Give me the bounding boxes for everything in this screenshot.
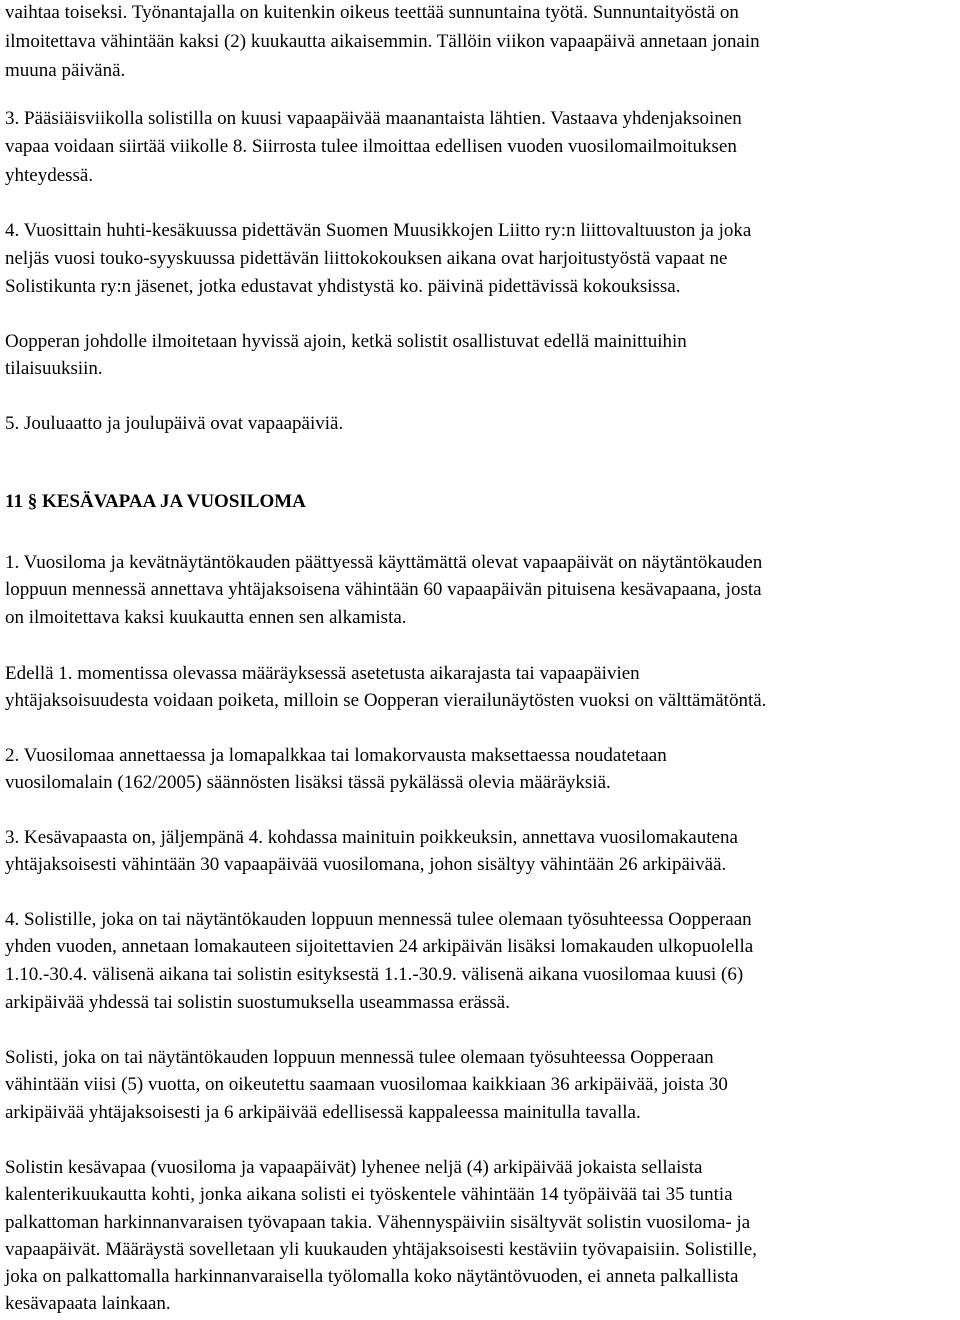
text-line: 3. Kesävapaasta on, jäljempänä 4. kohdassa mainituin poikkeuksin, annettava vuosilomakautena [5, 827, 738, 848]
text-line: vapaa voidaan siirtää viikolle 8. Siirrosta tulee ilmoittaa edellisen vuoden vuosilomailmoituksen [5, 136, 737, 157]
text-line: vuosilomalain (162/2005) säännösten lisäksi tässä pykälässä olevia määräyksiä. [5, 772, 611, 793]
text-line: on ilmoitettava kaksi kuukautta ennen sen alkamista. [5, 607, 407, 628]
text-line: arkipäivää yhdessä tai solistin suostumuksella useammassa erässä. [5, 992, 510, 1013]
section-title: 11 § KESÄVAPAA JA VUOSILOMA [5, 491, 306, 512]
text-line: kesävapaata lainkaan. [5, 1293, 171, 1314]
text-line: neljäs vuosi touko-syyskuussa pidettävän liittokokouksen aikana ovat harjoitustyöstä vapaat ne [5, 248, 728, 269]
text-line: 1.10.-30.4. välisenä aikana tai solistin esityksestä 1.1.-30.9. välisenä aikana vuosilomaa kuusi (6) [5, 964, 744, 985]
text-line: palkattoman harkinnanvaraisen työvapaan takia. Vähennyspäiviin sisältyvät solistin vuosiloma- ja [5, 1212, 751, 1233]
text-line: Solisti, joka on tai näytäntökauden loppuun mennessä tulee olemaan työsuhteessa Oopperaan [5, 1047, 714, 1068]
text-line: yhtäjaksoisesti vähintään 30 vapaapäivää vuosilomana, johon sisältyy vähintään 26 arkipäivää. [5, 854, 727, 875]
text-line: ilmoitettava vähintään kaksi (2) kuukautta aikaisemmin. Tällöin viikon vapaapäivä annetaan jonain [5, 31, 760, 52]
text-line: kalenterikuukautta kohti, jonka aikana solisti ei työskentele vähintään 14 työpäivää tai 35 tuntia [5, 1184, 733, 1205]
text-line: 3. Pääsiäisviikolla solistilla on kuusi vapaapäivää maanantaista lähtien. Vastaava yhdenjaksoinen [5, 108, 742, 129]
text-line: yhtäjaksoisuudesta voidaan poiketa, milloin se Oopperan vierailunäytösten vuoksi on välttämätöntä. [5, 690, 767, 711]
text-line: 1. Vuosiloma ja kevätnäytäntökauden päättyessä käyttämättä olevat vapaapäivät on näytäntökauden [5, 552, 763, 573]
text-line: joka on palkattomalla harkinnanvaraisella työlomalla koko näytäntövuoden, ei anneta palkallista [5, 1266, 739, 1287]
text-line: 2. Vuosilomaa annettaessa ja lomapalkkaa tai lomakorvausta maksettaessa noudatetaan [5, 745, 667, 766]
text-line: vähintään viisi (5) vuotta, on oikeutettu saamaan vuosilomaa kaikkiaan 36 arkipäivää, joista 30 [5, 1074, 728, 1095]
text-line: tilaisuuksiin. [5, 358, 103, 379]
text-line: Edellä 1. momentissa olevassa määräyksessä asetetusta aikarajasta tai vapaapäivien [5, 663, 640, 684]
text-line: vaihtaa toiseksi. Työnantajalla on kuitenkin oikeus teettää sunnuntaina työtä. Sunnuntaityöstä on [5, 2, 739, 23]
text-line: yhteydessä. [5, 165, 94, 186]
text-line: Solistin kesävapaa (vuosiloma ja vapaapäivät) lyhenee neljä (4) arkipäivää jokaista sellaista [5, 1157, 703, 1178]
text-line: 4. Solistille, joka on tai näytäntökauden loppuun mennessä tulee olemaan työsuhteessa Oopperaan [5, 909, 752, 930]
text-line: Solistikunta ry:n jäsenet, jotka edustavat yhdistystä ko. päivinä pidettävissä kokouksissa. [5, 276, 681, 297]
text-line: 5. Jouluaatto ja joulupäivä ovat vapaapäiviä. [5, 413, 344, 434]
text-line: muuna päivänä. [5, 60, 126, 81]
text-line: yhden vuoden, annetaan lomakauteen sijoitettavien 24 arkipäivän lisäksi lomakauden ulkopuolella [5, 936, 754, 957]
text-line: 4. Vuosittain huhti-kesäkuussa pidettävän Suomen Muusikkojen Liitto ry:n liittovaltuuston ja joka [5, 220, 752, 241]
text-line: vapaapäivät. Määräystä sovelletaan yli kuukauden yhtäjaksoisesti kestäviin työvapaisiin. Solistille, [5, 1239, 757, 1260]
text-line: Oopperan johdolle ilmoitetaan hyvissä ajoin, ketkä solistit osallistuvat edellä mainittuihin [5, 331, 687, 352]
text-line: arkipäivää yhtäjaksoisesti ja 6 arkipäivää edellisessä kappaleessa mainitulla tavalla. [5, 1102, 641, 1123]
text-line: loppuun mennessä annettava yhtäjaksoisena vähintään 60 vapaapäivän pituisena kesävapaana, josta [5, 579, 762, 600]
